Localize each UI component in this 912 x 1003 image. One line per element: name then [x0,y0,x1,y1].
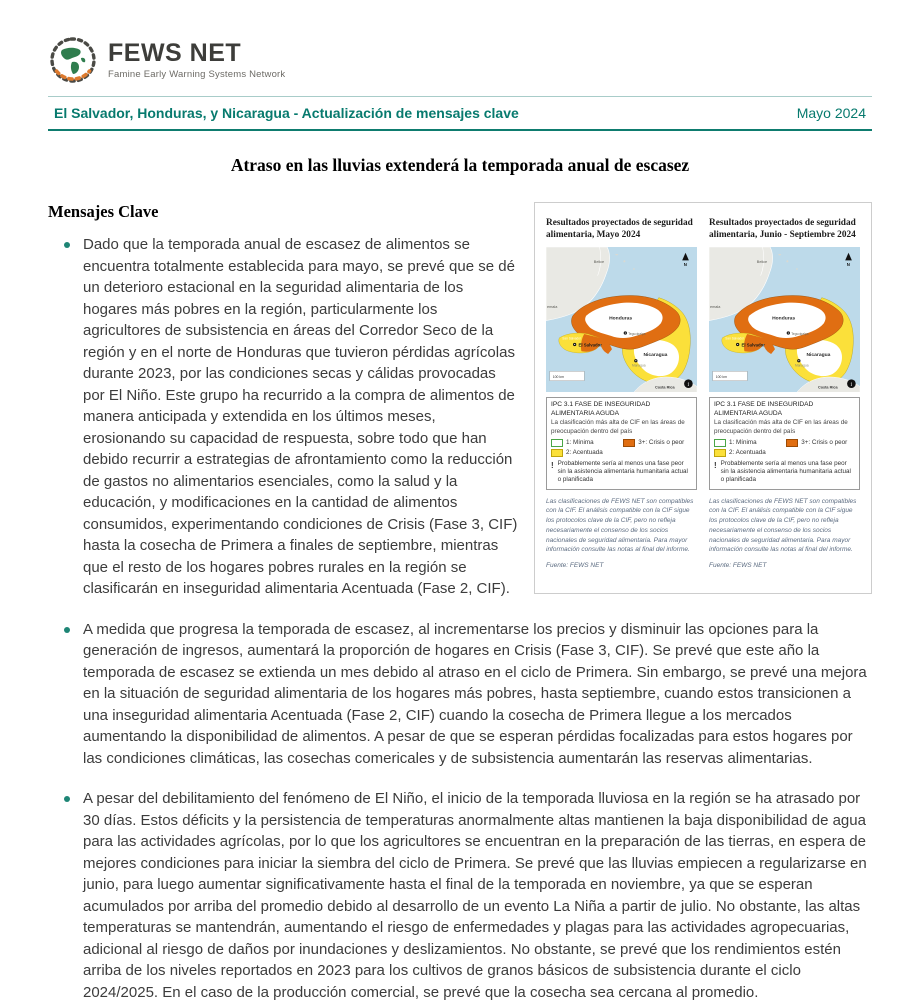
costa-rica-label: Costa Rica [817,385,838,390]
legend-subtitle: La clasificación más alta de CIF en las áreas de preocupación dentro del país [714,419,848,435]
guatemala-label: emala [709,305,721,310]
tegucigalpa-label: Tegucigalpa [628,331,646,336]
figure-source: Fuente: FEWS NET [709,562,767,570]
costa-rica-label: Costa Rica [654,385,675,390]
map-panel-title: Resultados proyectados de seguridad alimentaria, Junio - Septiembre 2024 [709,218,856,241]
el-salvador-label: El Salvador [741,342,765,348]
legend-item-label: 3+: Crisis o peor [638,438,685,446]
guatemala-label: emala [546,305,558,310]
legend-note-text: Probablemente sería al menos una fase peor sin la asistencia alimentaria humanitaria actual o planificada [557,460,688,484]
legend-item-label: 3+: Crisis o peor [801,438,848,446]
managua-label: Managua [795,363,809,368]
scale-bar-label: 100 km [715,374,727,379]
north-arrow-label: N [683,262,687,268]
report-content [48,202,872,1003]
san-salvador-label: San Salvador [562,336,582,341]
tegucigalpa-label: Tegucigalpa [791,331,809,336]
scale-bar-label: 100 km [552,374,564,379]
belize-label: Belice [593,260,605,265]
exclamation-icon: ! [714,461,717,471]
legend-title: IPC 3.1 FASE DE INSEGURIDAD ALIMENTARIA AGUDA [714,401,814,417]
report-date: Mayo 2024 [796,105,866,121]
el-salvador-label: El Salvador [578,342,602,348]
header-rule-bottom [48,129,872,131]
report-header-band [48,97,872,129]
north-arrow-label: N [846,262,850,268]
info-icon-glyph: i [687,382,690,389]
report-region-title: El Salvador, Honduras, y Nicaragua - Actualización de mensajes clave [54,105,519,121]
honduras-label: Honduras [609,316,633,322]
exclamation-icon: ! [551,461,554,471]
legend-note-text: Probablemente sería al menos una fase peor sin la asistencia alimentaria humanitaria actual o planificada [720,460,851,484]
figure-footnote: Las clasificaciones de FEWS NET son compatibles con la CIF. El análisis compatible con la CIF sigue los protocolos clave de la CIF, pero no refleja necesariamente el consenso de los socios nacionales de seguridad alimentaria. Para mayor información consulte las notas al final del informe. [709,497,857,554]
main-title: Atraso en las lluvias extenderá la temporada anual de escasez [230,155,690,175]
legend-item-label: 2: Acentuada [566,448,603,456]
key-message-item: A pesar del debilitamiento del fenómeno de El Niño, el inicio de la temporada lluviosa en la región se ha atrasado por 30 días. Estos déficits y la persistencia de temperaturas anormalmente altas mantienen la baja disponibilidad de agua para las actividades agrícolas, por lo que los agricultores se encuentran en la preparación de las tierras, en espera de mejores condiciones para iniciar la siembra del ciclo de Primera. Se prevé que las lluvias empiecen a regularizarse en junio, para luego aumentar significativamente hasta el final de la temporada en noviembre, ya que se esperan acumulados por arriba del promedio debido al desarrollo de un evento La Niña a partir de julio. No obstante, las altas temperaturas se mantendrán, aumentando el riesgo de enfermedades y plagas para las actividades agropecuarias, adicional al riesgo de daños por inundaciones y deslizamientos. No obstante, se prevé que los rendimientos estén arriba de los niveles reportados en 2023 para los cultivos de granos básicos de subsistencia durante el ciclo 2024/2025. En el caso de la producción comercial, se prevé que la cosecha sea cercana al promedio. [62,788,872,1003]
fews-globe-icon [48,35,98,85]
legend-item-label: 2: Acentuada [729,448,766,456]
legend-item-label: 1: Mínima [729,438,757,446]
figure-source: Fuente: FEWS NET [546,562,604,570]
key-messages-list [48,234,872,1003]
managua-label: Managua [632,363,646,368]
fews-net-logo [48,34,872,86]
legend-title: IPC 3.1 FASE DE INSEGURIDAD ALIMENTARIA AGUDA [551,401,651,417]
honduras-label: Honduras [772,316,796,322]
legend-item-label: 1: Mínima [566,438,594,446]
nicaragua-label: Nicaragua [643,352,668,358]
legend-subtitle: La clasificación más alta de CIF en las áreas de preocupación dentro del país [551,419,685,435]
san-salvador-label: San Salvador [725,336,745,341]
belize-label: Belice [756,260,768,265]
key-message-item: Dado que la temporada anual de escasez de alimentos se encuentra totalmente establecida para mayo, se prevé que se dé un deterioro estacional en la seguridad alimentaria de los hogares más pobres en la región, particularmente los agricultores de subsistencia en áreas del Corredor Seco de la región y en el norte de Honduras que tuvieron pérdidas agrícolas durante 2023, por las condiciones secas y cálidas provocadas por El Niño. Este grupo ha recurrido a la compra de alimentos de manera anticipada y extendida en los últimos meses, erosionando su capacidad de respuesta, sobre todo que han debido recurrir a estrategias de afrontamiento como la reducción de gastos no alimentarios esenciales, como la salud y la educación, y modificaciones en la cantidad de alimentos consumidos, experimentando condiciones de Crisis (Fase 3, CIF) hasta la cosecha de Primera a finales de septiembre, mientras que el resto de los hogares pobres rurales en la región se clasificarán en inseguridad alimentaria Acentuada (Fase 2, CIF). [62,234,872,600]
key-messages-heading: Mensajes Clave [48,202,159,221]
logo-tagline: Famine Early Warning Systems Network [108,68,286,80]
key-message-item: A medida que progresa la temporada de escasez, al incrementarse los precios y disminuir las opciones para la generación de ingresos, aumentará la proporción de hogares en Crisis (Fase 3, CIF). Se prevé que este año la temporada de escasez se extienda un mes debido al atraso en el ciclo de Primera. Sin embargo, se prevé una mejora en la situación de seguridad alimentaria de los hogares más pobres, hasta septiembre, cuando estos transicionen a una inseguridad alimentaria Acentuada (Fase 2, CIF) cuando la cosecha de Primera llegue a los mercados aumentando la disponibilidad de alimentos. A pesar de que se esperan pérdidas focalizadas para estos hogares por las condiciones climáticas, las cosechas comericales y de subsistencia aumentarán las reservas alimentarias. [62,619,872,770]
info-icon-glyph: i [850,382,853,389]
map-panel-title: Resultados proyectados de seguridad alimentaria, Mayo 2024 [546,218,693,241]
nicaragua-label: Nicaragua [806,352,831,358]
logo-wordmark: FEWS NET [108,38,242,67]
figure-footnote: Las clasificaciones de FEWS NET son compatibles con la CIF. El análisis compatible con la CIF sigue los protocolos clave de la CIF, pero no refleja necesariamente el consenso de los socios nacionales de seguridad alimentaria. Para mayor información consulte las notas al final del informe. [546,497,694,554]
